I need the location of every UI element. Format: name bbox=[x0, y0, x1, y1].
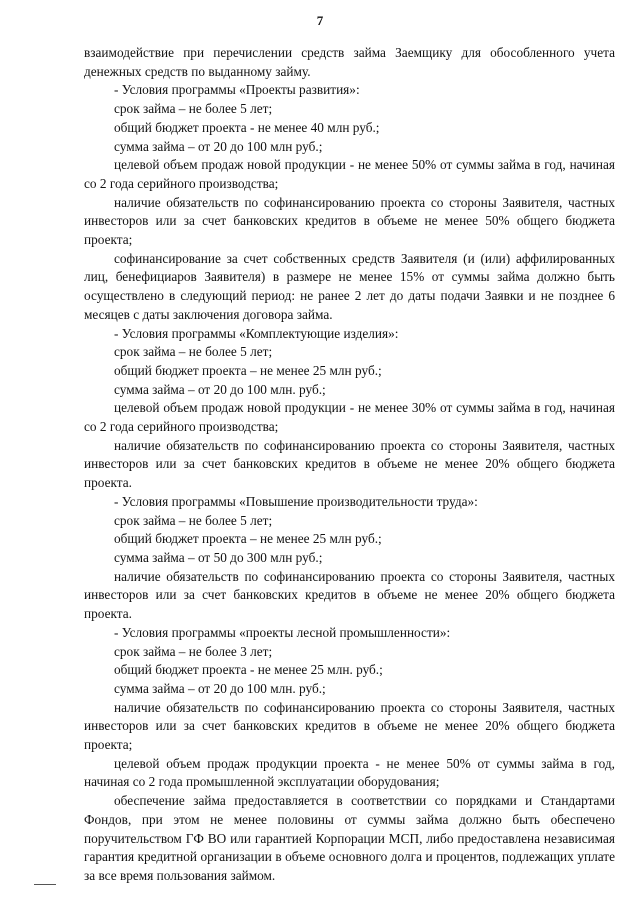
page-number: 7 bbox=[316, 13, 324, 28]
document-body bbox=[84, 44, 615, 886]
paragraph: наличие обязательств по софинансированию проекта со стороны Заявителя, частных инвесторов или за счет банковских кредитов в объеме не менее 20% общего бюджета проекта; bbox=[84, 699, 615, 753]
program-heading-forestry: - Условия программы «проекты лесной промышленности»: bbox=[114, 624, 451, 640]
program-heading-productivity: - Условия программы «Повышение производительности труда»: bbox=[114, 493, 478, 509]
paragraph: взаимодействие при перечислении средств займа Заемщику для обособленного учета денежных средств по выданному займу. bbox=[84, 45, 615, 79]
program-heading-development: - Условия программы «Проекты развития»: bbox=[114, 82, 360, 98]
paragraph: наличие обязательств по софинансированию проекта со стороны Заявителя, частных инвесторов или за счет банковских кредитов в объеме не менее 20% общего бюджета проекта. bbox=[84, 437, 615, 491]
paragraph: наличие обязательств по софинансированию проекта со стороны Заявителя, частных инвесторов или за счет банковских кредитов в объеме не менее 20% общего бюджета проекта. bbox=[84, 568, 615, 622]
footer-rule bbox=[34, 884, 56, 885]
paragraph: сумма займа – от 20 до 100 млн. руб.; bbox=[114, 680, 326, 696]
paragraph: сумма займа – от 20 до 100 млн руб.; bbox=[114, 138, 323, 154]
paragraph: общий бюджет проекта - не менее 40 млн руб.; bbox=[114, 119, 380, 135]
paragraph: целевой объем продаж новой продукции - не менее 50% от суммы займа в год, начиная со 2 года серийного производства; bbox=[84, 157, 615, 191]
paragraph: наличие обязательств по софинансированию проекта со стороны Заявителя, частных инвесторов или за счет банковских кредитов в объеме не менее 50% общего бюджета проекта; bbox=[84, 194, 615, 248]
paragraph: софинансирование за счет собственных средств Заявителя (и (или) аффилированных лиц, бенефициаров Заявителя) в размере не менее 15% от суммы займа должно быть осуществлено в следующий период: не ранее 2 лет до даты подачи Заявки и не позднее 6 месяцев с даты заключения договора займа. bbox=[84, 250, 615, 322]
program-heading-components: - Условия программы «Комплектующие изделия»: bbox=[114, 325, 399, 341]
paragraph: сумма займа – от 20 до 100 млн. руб.; bbox=[114, 381, 326, 397]
paragraph: срок займа – не более 3 лет; bbox=[114, 643, 273, 659]
paragraph: общий бюджет проекта – не менее 25 млн руб.; bbox=[114, 362, 382, 378]
paragraph: срок займа – не более 5 лет; bbox=[114, 344, 273, 360]
paragraph: целевой объем продаж новой продукции - не менее 30% от суммы займа в год, начиная со 2 года серийного производства; bbox=[84, 400, 615, 435]
paragraph: общий бюджет проекта - не менее 25 млн. руб.; bbox=[114, 662, 383, 678]
paragraph: срок займа – не более 5 лет; bbox=[114, 512, 273, 528]
paragraph: сумма займа – от 50 до 300 млн руб.; bbox=[114, 549, 323, 565]
paragraph: целевой объем продаж продукции проекта - не менее 50% от суммы займа в год, начиная со 2 года промышленной эксплуатации оборудования; bbox=[84, 755, 615, 790]
paragraph: срок займа – не более 5 лет; bbox=[114, 101, 273, 117]
paragraph: общий бюджет проекта – не менее 25 млн руб.; bbox=[114, 531, 382, 547]
paragraph: обеспечение займа предоставляется в соответствии со порядками и Стандартами Фондов, при этом не менее половины от суммы займа должно быть обеспечено поручительством ГФ ВО или гарантией Корпорации МСП, либо предоставлена независимая гарантия кредитной организации в объеме основного долга и процентов, подлежащих уплате за все время пользования займом. bbox=[84, 793, 615, 883]
